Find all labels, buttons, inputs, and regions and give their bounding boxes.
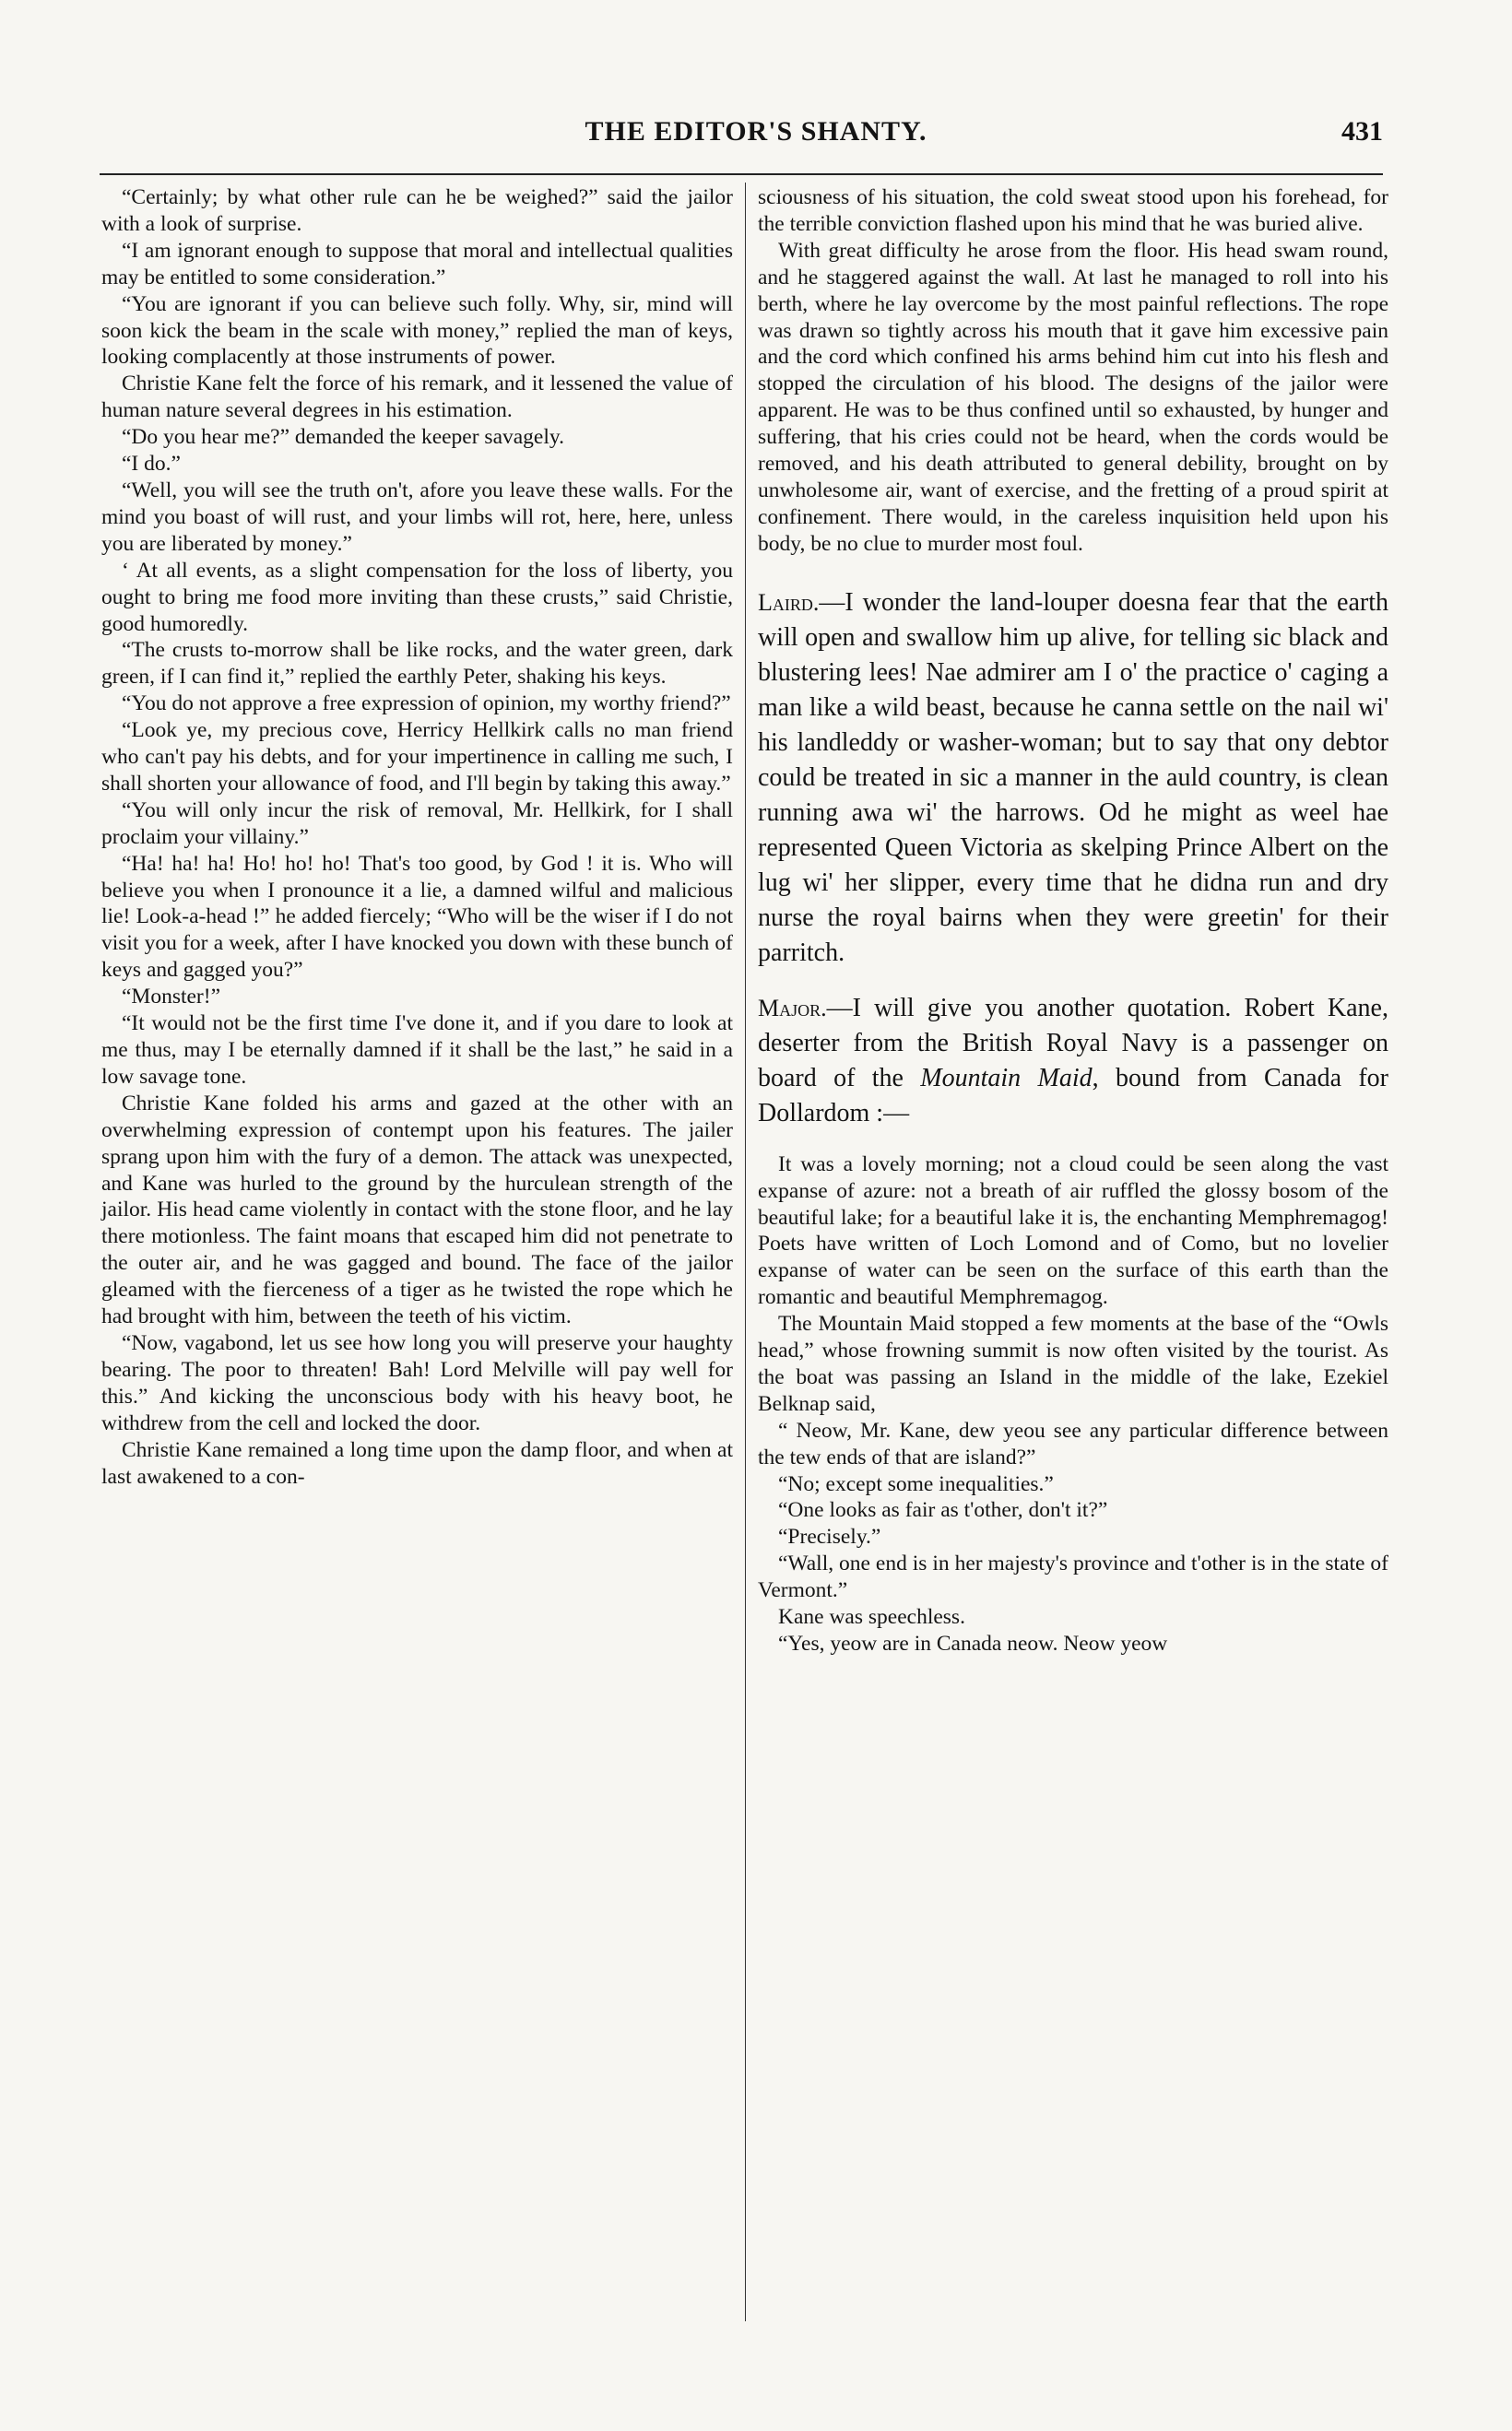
paragraph: “Monster!” bbox=[122, 985, 221, 1009]
laird-speech bbox=[758, 585, 1388, 971]
page-number: 431 bbox=[1341, 116, 1383, 147]
running-title: THE EDITOR'S SHANTY. bbox=[585, 116, 927, 147]
paragraph: “One looks as fair as t'other, don't it?” bbox=[778, 1498, 1108, 1523]
paragraph: Christie Kane remained a long time upon the damp floor, and when at last awakened to a con- bbox=[101, 1437, 733, 1489]
header-rule bbox=[100, 173, 1383, 175]
paragraph: “Look ye, my precious cove, Herricy Hellkirk calls no man friend who can't pay his debts, and for your impertinence in calling me such, I shall shorten your allowance of food, and I'll begin by taking this away.” bbox=[101, 718, 733, 796]
paragraph: Christie Kane felt the force of his remark, and it lessened the value of human nature several degrees in his estimation. bbox=[101, 372, 733, 423]
paragraph: “Precisely.” bbox=[778, 1525, 881, 1550]
paragraph: “I am ignorant enough to suppose that moral and intellectual qualities may be entitled to some consideration.” bbox=[101, 238, 733, 289]
ship-name: Mountain Maid bbox=[920, 1063, 1093, 1092]
paragraph: The Mountain Maid stopped a few moments at the base of the “Owls head,” whose frowning summit is now often visited by the tourist. As the boat was passing an Island in the middle of the lake, Ezekiel Belknap said, bbox=[758, 1312, 1388, 1416]
paragraph: With great difficulty he arose from the floor. His head swam round, and he staggered against the wall. At last he managed to roll into his berth, where he lay overcome by the most painful reflections. The rope was drawn so tightly across his mouth that it gave him excessive pain and the cord which confined his arms behind him cut into his flesh and stopped the circulation of his blood. The designs of the jailor were apparent. He was to be thus confined until so exhausted, by hunger and suffering, that his cries could not be heard, when the cords would be removed, and his death attributed to general debility, brought on by unwholesome air, want of exercise, and the fretting of a proud spirit at confinement. There would, in the careless inquisition held upon his body, be no clue to murder most foul. bbox=[758, 238, 1388, 556]
paragraph: It was a lovely morning; not a cloud could be seen along the vast expanse of azure: not a breath of air ruffled the glossy bosom of the beautiful lake; for a beautiful lake it is, the enchanting Memphremagog! Poets have written of Loch Lomond and of Como, but no lovelier expanse of water can be seen on the surface of this earth than the romantic and beautiful Memphremagog. bbox=[758, 1151, 1388, 1310]
paragraph: “I do.” bbox=[122, 452, 181, 477]
paragraph: Kane was speechless. bbox=[778, 1605, 965, 1630]
right-column bbox=[758, 184, 1388, 1658]
quoted-extract bbox=[758, 1151, 1388, 1658]
paragraph: “It would not be the first time I've done it, and if you dare to look at me thus, may I be eternally damned if it shall be the last,” he said in a low savage tone. bbox=[101, 1011, 733, 1089]
paragraph: sciousness of his situation, the cold sweat stood upon his forehead, for the terrible conviction flashed upon his mind that he was buried alive. bbox=[758, 185, 1388, 236]
major-speech bbox=[758, 991, 1388, 1131]
column-divider bbox=[745, 183, 746, 2321]
narrative-continuation bbox=[758, 184, 1388, 558]
paragraph: “The crusts to-morrow shall be like rocks, and the water green, dark green, if I can find it,” replied the earthly Peter, shaking his keys. bbox=[101, 638, 733, 690]
page-header bbox=[129, 116, 1383, 153]
left-column bbox=[101, 184, 733, 1490]
speaker-laird: Laird. bbox=[758, 588, 820, 616]
paragraph: “Certainly; by what other rule can he be weighed?” said the jailor with a look of surprise. bbox=[101, 185, 733, 236]
major-text-b: , bound from Canada for Dollardom :— bbox=[758, 1063, 1388, 1127]
paragraph: “Now, vagabond, let us see how long you will preserve your haughty bearing. The poor to threaten! Bah! Lord Melville will pay well for this.” And kicking the unconscious body with his heavy boot, he withdrew from the cell and locked the door. bbox=[101, 1330, 733, 1435]
paragraph: “You do not approve a free expression of opinion, my worthy friend?” bbox=[122, 691, 731, 716]
speaker-major: Major. bbox=[758, 994, 827, 1021]
paragraph: Christie Kane folded his arms and gazed at the other with an overwhelming expression of contempt upon his features. The jailer sprang upon him with the fury of a demon. The attack was unexpected, and Kane was hurled to the ground by the hurculean strength of the jailor. His head came violently in contact with the stone floor, and he lay there motionless. The faint moans that escaped him did not penetrate to the outer air, and he was gagged and bound. The face of the jailor gleamed with the fierceness of a tiger as he twisted the rope which he had brought with him, between the teeth of his victim. bbox=[101, 1091, 733, 1329]
paragraph: “Wall, one end is in her majesty's province and t'other is in the state of Vermont.” bbox=[758, 1552, 1388, 1603]
paragraph: “Do you hear me?” demanded the keeper savagely. bbox=[122, 425, 564, 450]
paragraph: “ Neow, Mr. Kane, dew yeou see any particular difference between the tew ends of that are island?” bbox=[758, 1418, 1388, 1469]
dialogue bbox=[758, 585, 1388, 1131]
paragraph: “Ha! ha! ha! Ho! ho! ho! That's too good, by God ! it is. Who will believe you when I pronounce it a lie, a damned wilful and malicious lie! Look-a-head !” he added fiercely; “Who will be the wiser if I do not visit you for a week, after I have knocked you down with these bunch of keys and gagged you?” bbox=[101, 851, 733, 983]
paragraph: “No; except some inequalities.” bbox=[778, 1471, 1054, 1496]
laird-text: —I wonder the land-louper doesna fear that the earth will open and swallow him up alive, for telling sic black and blustering lees! Nae admirer am I o' the practice o' caging a man like a wild beast, because he canna settle on the nail wi' his landleddy or washer-woman; but to say that ony debtor could be treated in sic a manner in the auld country, is clean running awa wi' the harrows. Od he might as weel hae represented Queen Victoria as skelping Prince Albert on the lug wi' her slipper, every time that he didna run and dry nurse the royal bairns when they were greetin' for their parritch. bbox=[758, 587, 1388, 967]
paragraph: “Well, you will see the truth on't, afore you leave these walls. For the mind you boast of will rust, and your limbs will rot, here, here, unless you are liberated by money.” bbox=[101, 478, 733, 556]
paragraph: “You are ignorant if you can believe such folly. Why, sir, mind will soon kick the beam in the scale with money,” replied the man of keys, looking complacently at those instruments of power. bbox=[101, 291, 733, 370]
paragraph: “Yes, yeow are in Canada neow. Neow yeow bbox=[778, 1632, 1168, 1656]
paragraph: “You will only incur the risk of removal, Mr. Hellkirk, for I shall proclaim your villainy.” bbox=[101, 797, 733, 849]
major-text-a: —I will give you another quotation. Robert Kane, deserter from the British Royal Navy is a passenger on board of the bbox=[758, 993, 1388, 1092]
paragraph: ‘ At all events, as a slight compensation for the loss of liberty, you ought to bring me food more inviting than these crusts,” said Christie, good humoredly. bbox=[101, 558, 733, 636]
